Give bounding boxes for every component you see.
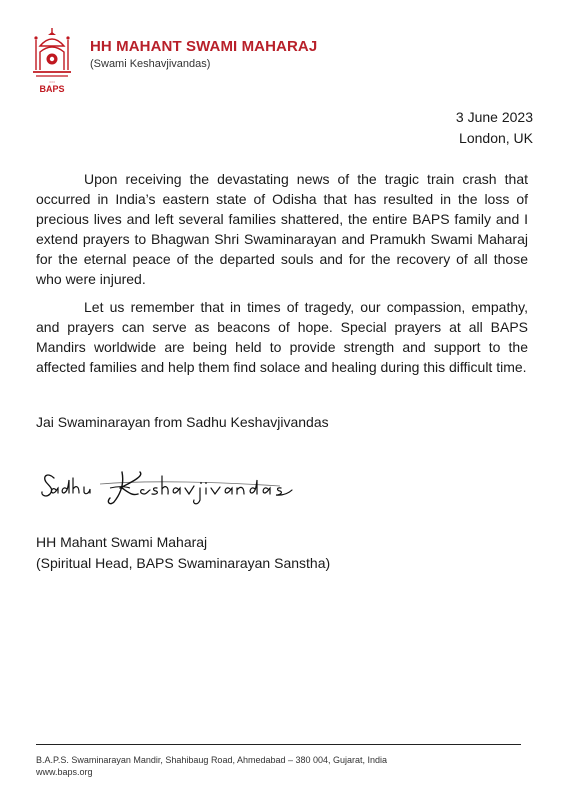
footer-address: B.A.P.S. Swaminarayan Mandir, Shahibaug Road, Ahmedabad – 380 004, Gujarat, India xyxy=(36,755,388,765)
logo-text: BAPS xyxy=(39,84,65,94)
signatory-role: (Spiritual Head, BAPS Swaminarayan Sanstha) xyxy=(36,555,331,571)
date-block xyxy=(456,107,533,149)
letter-place: London, UK xyxy=(459,130,533,146)
closing-line: Jai Swaminarayan from Sadhu Keshavjivandas xyxy=(36,414,329,430)
letter-date: 3 June 2023 xyxy=(455,109,533,125)
signatory-name: HH Mahant Swami Maharaj xyxy=(36,534,208,550)
footer xyxy=(36,754,387,778)
letter-body xyxy=(36,169,528,377)
letterhead-title: HH MAHANT SWAMI MAHARAJ xyxy=(90,38,318,55)
footer-website: www.baps.org xyxy=(36,767,93,777)
svg-text:• • •: • • • xyxy=(49,80,55,84)
footer-divider xyxy=(36,744,521,745)
baps-logo xyxy=(30,26,74,94)
temple-logo-icon xyxy=(30,26,74,86)
handwritten-signature xyxy=(40,462,310,512)
letterhead xyxy=(30,26,430,96)
signatory-block xyxy=(36,532,330,574)
letterhead-subtitle: (Swami Keshavjivandas) xyxy=(90,58,211,70)
signature-image xyxy=(40,462,310,512)
paragraph-1: Upon receiving the devastating news of the tragic train crash that occurred in India’s eastern state of Odisha that has resulted in the loss of precious lives and left several families shattered, the entire BAPS family and I extend prayers to Bhagwan Shri Swaminarayan and Pramukh Swami Maharaj for the eternal peace of the departed souls and for the recovery of all those who were injured. xyxy=(36,171,528,287)
paragraph-2: Let us remember that in times of tragedy, our compassion, empathy, and prayers can serve as beacons of hope. Special prayers at all BAPS Mandirs worldwide are being held to provide strength and support to the affected families and help them find solace and healing during this difficult time. xyxy=(36,299,528,375)
